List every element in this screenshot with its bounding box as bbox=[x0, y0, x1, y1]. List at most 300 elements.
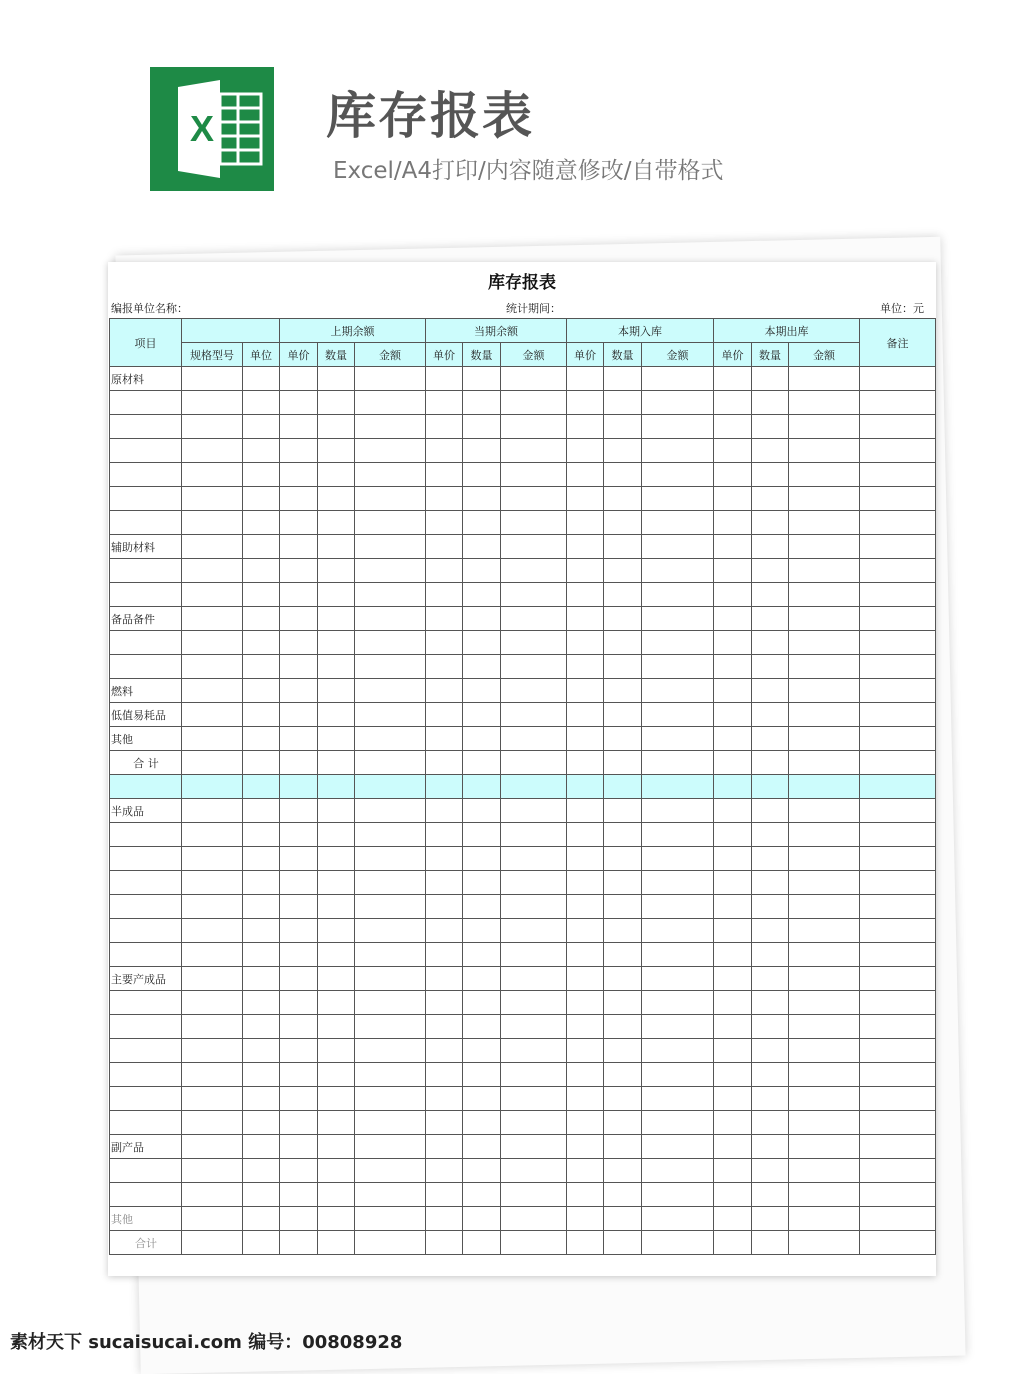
table-cell[interactable] bbox=[501, 943, 567, 967]
table-cell[interactable] bbox=[752, 655, 789, 679]
table-cell[interactable] bbox=[752, 1159, 789, 1183]
table-cell[interactable] bbox=[355, 679, 426, 703]
table-cell[interactable] bbox=[567, 439, 604, 463]
table-cell[interactable] bbox=[426, 847, 463, 871]
table-cell[interactable] bbox=[280, 463, 318, 487]
table-cell[interactable] bbox=[752, 1135, 789, 1159]
table-cell[interactable] bbox=[280, 1135, 318, 1159]
table-cell[interactable] bbox=[860, 1231, 936, 1255]
table-cell[interactable] bbox=[604, 1231, 642, 1255]
table-cell[interactable] bbox=[789, 1039, 860, 1063]
table-cell[interactable] bbox=[243, 991, 280, 1015]
table-cell[interactable] bbox=[604, 799, 642, 823]
table-cell[interactable] bbox=[714, 751, 752, 775]
table-cell[interactable] bbox=[789, 775, 860, 799]
table-cell[interactable] bbox=[714, 1015, 752, 1039]
table-cell[interactable] bbox=[243, 463, 280, 487]
table-cell[interactable] bbox=[501, 1111, 567, 1135]
table-cell[interactable] bbox=[860, 751, 936, 775]
table-cell[interactable] bbox=[355, 1087, 426, 1111]
table-cell[interactable] bbox=[714, 1087, 752, 1111]
table-cell[interactable] bbox=[182, 1135, 243, 1159]
table-cell[interactable] bbox=[642, 991, 714, 1015]
table-cell[interactable] bbox=[280, 415, 318, 439]
table-cell[interactable] bbox=[426, 1183, 463, 1207]
table-cell[interactable] bbox=[752, 1231, 789, 1255]
table-cell[interactable] bbox=[642, 1135, 714, 1159]
table-cell[interactable] bbox=[789, 967, 860, 991]
table-cell[interactable] bbox=[860, 679, 936, 703]
table-cell[interactable] bbox=[860, 559, 936, 583]
table-cell[interactable] bbox=[752, 751, 789, 775]
table-cell[interactable] bbox=[567, 991, 604, 1015]
table-cell[interactable] bbox=[182, 1183, 243, 1207]
table-cell[interactable] bbox=[567, 679, 604, 703]
table-cell[interactable] bbox=[642, 1063, 714, 1087]
table-cell[interactable] bbox=[318, 487, 355, 511]
table-cell[interactable] bbox=[182, 751, 243, 775]
table-cell[interactable] bbox=[355, 967, 426, 991]
table-cell[interactable] bbox=[243, 847, 280, 871]
table-cell[interactable] bbox=[355, 871, 426, 895]
table-cell[interactable] bbox=[752, 775, 789, 799]
table-cell[interactable] bbox=[280, 655, 318, 679]
table-cell[interactable] bbox=[752, 943, 789, 967]
table-cell[interactable] bbox=[714, 439, 752, 463]
table-cell[interactable] bbox=[501, 847, 567, 871]
table-cell[interactable] bbox=[355, 919, 426, 943]
table-cell[interactable] bbox=[182, 919, 243, 943]
table-cell[interactable] bbox=[243, 823, 280, 847]
table-cell[interactable] bbox=[243, 751, 280, 775]
table-cell[interactable] bbox=[243, 415, 280, 439]
table-cell[interactable] bbox=[280, 583, 318, 607]
table-cell[interactable] bbox=[714, 607, 752, 631]
table-cell[interactable] bbox=[752, 1087, 789, 1111]
table-cell[interactable] bbox=[243, 919, 280, 943]
table-cell[interactable] bbox=[860, 703, 936, 727]
table-cell[interactable] bbox=[501, 1015, 567, 1039]
table-cell[interactable] bbox=[355, 1207, 426, 1231]
table-cell[interactable] bbox=[426, 871, 463, 895]
table-cell[interactable] bbox=[789, 415, 860, 439]
table-cell[interactable] bbox=[604, 1183, 642, 1207]
table-cell[interactable] bbox=[860, 991, 936, 1015]
table-cell[interactable] bbox=[426, 679, 463, 703]
table-cell[interactable] bbox=[714, 463, 752, 487]
table-cell[interactable] bbox=[501, 1231, 567, 1255]
table-cell[interactable] bbox=[463, 1159, 501, 1183]
table-cell[interactable] bbox=[714, 1207, 752, 1231]
table-cell[interactable] bbox=[182, 727, 243, 751]
table-cell[interactable] bbox=[642, 727, 714, 751]
table-cell[interactable] bbox=[463, 559, 501, 583]
table-cell[interactable] bbox=[501, 775, 567, 799]
table-cell[interactable] bbox=[642, 583, 714, 607]
table-cell[interactable] bbox=[280, 967, 318, 991]
table-cell[interactable] bbox=[426, 703, 463, 727]
table-cell[interactable] bbox=[182, 895, 243, 919]
table-cell[interactable] bbox=[567, 487, 604, 511]
table-cell[interactable] bbox=[714, 991, 752, 1015]
table-cell[interactable] bbox=[604, 871, 642, 895]
table-cell[interactable] bbox=[318, 367, 355, 391]
table-cell[interactable] bbox=[355, 1231, 426, 1255]
table-cell[interactable] bbox=[243, 1135, 280, 1159]
table-cell[interactable] bbox=[426, 895, 463, 919]
table-cell[interactable] bbox=[355, 583, 426, 607]
table-cell[interactable] bbox=[501, 439, 567, 463]
table-cell[interactable] bbox=[860, 439, 936, 463]
table-cell[interactable] bbox=[860, 919, 936, 943]
table-cell[interactable] bbox=[604, 487, 642, 511]
table-cell[interactable] bbox=[463, 871, 501, 895]
table-cell[interactable] bbox=[567, 727, 604, 751]
table-cell[interactable] bbox=[355, 943, 426, 967]
table-cell[interactable] bbox=[860, 943, 936, 967]
table-cell[interactable] bbox=[426, 487, 463, 511]
table-cell[interactable] bbox=[642, 1183, 714, 1207]
table-cell[interactable] bbox=[714, 535, 752, 559]
table-cell[interactable] bbox=[280, 1063, 318, 1087]
table-cell[interactable] bbox=[567, 775, 604, 799]
table-cell[interactable] bbox=[463, 1231, 501, 1255]
table-cell[interactable] bbox=[714, 583, 752, 607]
table-cell[interactable] bbox=[426, 1039, 463, 1063]
table-cell[interactable] bbox=[789, 703, 860, 727]
table-cell[interactable] bbox=[860, 391, 936, 415]
table-cell[interactable] bbox=[463, 463, 501, 487]
table-cell[interactable] bbox=[604, 895, 642, 919]
table-cell[interactable] bbox=[604, 1111, 642, 1135]
table-cell[interactable] bbox=[243, 1063, 280, 1087]
table-cell[interactable] bbox=[280, 775, 318, 799]
table-cell[interactable] bbox=[463, 631, 501, 655]
table-cell[interactable] bbox=[642, 655, 714, 679]
table-cell[interactable] bbox=[280, 535, 318, 559]
table-cell[interactable] bbox=[243, 871, 280, 895]
table-cell[interactable] bbox=[752, 799, 789, 823]
table-cell[interactable] bbox=[280, 631, 318, 655]
table-cell[interactable] bbox=[752, 703, 789, 727]
table-cell[interactable] bbox=[426, 655, 463, 679]
table-cell[interactable] bbox=[182, 1207, 243, 1231]
table-cell[interactable] bbox=[463, 919, 501, 943]
table-cell[interactable] bbox=[182, 703, 243, 727]
table-cell[interactable] bbox=[426, 559, 463, 583]
table-cell[interactable] bbox=[860, 607, 936, 631]
table-cell[interactable] bbox=[860, 1015, 936, 1039]
table-cell[interactable] bbox=[182, 1231, 243, 1255]
table-cell[interactable] bbox=[567, 415, 604, 439]
table-cell[interactable] bbox=[182, 559, 243, 583]
table-cell[interactable] bbox=[567, 895, 604, 919]
table-cell[interactable] bbox=[463, 583, 501, 607]
table-cell[interactable] bbox=[642, 703, 714, 727]
table-cell[interactable] bbox=[426, 1111, 463, 1135]
table-cell[interactable] bbox=[501, 655, 567, 679]
table-cell[interactable] bbox=[318, 847, 355, 871]
table-cell[interactable] bbox=[604, 463, 642, 487]
table-cell[interactable] bbox=[355, 559, 426, 583]
table-cell[interactable] bbox=[642, 415, 714, 439]
table-cell[interactable] bbox=[567, 967, 604, 991]
table-cell[interactable] bbox=[789, 895, 860, 919]
table-cell[interactable] bbox=[318, 943, 355, 967]
table-cell[interactable] bbox=[318, 1183, 355, 1207]
table-cell[interactable] bbox=[463, 511, 501, 535]
table-cell[interactable] bbox=[604, 1087, 642, 1111]
table-cell[interactable] bbox=[789, 559, 860, 583]
table-cell[interactable] bbox=[463, 943, 501, 967]
table-cell[interactable] bbox=[463, 799, 501, 823]
table-cell[interactable] bbox=[642, 1159, 714, 1183]
table-cell[interactable] bbox=[752, 991, 789, 1015]
table-cell[interactable] bbox=[318, 919, 355, 943]
table-cell[interactable] bbox=[182, 799, 243, 823]
table-cell[interactable] bbox=[604, 1159, 642, 1183]
table-cell[interactable] bbox=[567, 535, 604, 559]
table-cell[interactable] bbox=[426, 511, 463, 535]
table-cell[interactable] bbox=[318, 559, 355, 583]
table-cell[interactable] bbox=[243, 799, 280, 823]
table-cell[interactable] bbox=[463, 607, 501, 631]
table-cell[interactable] bbox=[642, 1231, 714, 1255]
table-cell[interactable] bbox=[243, 1039, 280, 1063]
table-cell[interactable] bbox=[243, 487, 280, 511]
table-cell[interactable] bbox=[355, 895, 426, 919]
table-cell[interactable] bbox=[318, 631, 355, 655]
table-cell[interactable] bbox=[318, 583, 355, 607]
table-cell[interactable] bbox=[714, 1231, 752, 1255]
table-cell[interactable] bbox=[182, 847, 243, 871]
table-cell[interactable] bbox=[860, 1183, 936, 1207]
table-cell[interactable] bbox=[243, 583, 280, 607]
table-cell[interactable] bbox=[355, 703, 426, 727]
table-cell[interactable] bbox=[426, 727, 463, 751]
table-cell[interactable] bbox=[604, 775, 642, 799]
table-cell[interactable] bbox=[860, 463, 936, 487]
table-cell[interactable] bbox=[426, 607, 463, 631]
table-cell[interactable] bbox=[752, 967, 789, 991]
table-cell[interactable] bbox=[463, 1207, 501, 1231]
table-cell[interactable] bbox=[355, 1063, 426, 1087]
table-cell[interactable] bbox=[355, 847, 426, 871]
table-cell[interactable] bbox=[567, 391, 604, 415]
table-cell[interactable] bbox=[243, 391, 280, 415]
table-cell[interactable] bbox=[318, 1087, 355, 1111]
table-cell[interactable] bbox=[243, 943, 280, 967]
table-cell[interactable] bbox=[280, 1015, 318, 1039]
table-cell[interactable] bbox=[789, 751, 860, 775]
table-cell[interactable] bbox=[604, 511, 642, 535]
table-cell[interactable] bbox=[752, 1063, 789, 1087]
table-cell[interactable] bbox=[280, 607, 318, 631]
table-cell[interactable] bbox=[355, 511, 426, 535]
table-cell[interactable] bbox=[182, 1015, 243, 1039]
table-cell[interactable] bbox=[463, 703, 501, 727]
table-cell[interactable] bbox=[280, 895, 318, 919]
table-cell[interactable] bbox=[318, 439, 355, 463]
table-cell[interactable] bbox=[280, 1087, 318, 1111]
table-cell[interactable] bbox=[501, 391, 567, 415]
table-cell[interactable] bbox=[182, 991, 243, 1015]
table-cell[interactable] bbox=[426, 967, 463, 991]
table-cell[interactable] bbox=[789, 1015, 860, 1039]
table-cell[interactable] bbox=[789, 583, 860, 607]
table-cell[interactable] bbox=[642, 1207, 714, 1231]
table-cell[interactable] bbox=[501, 703, 567, 727]
table-cell[interactable] bbox=[182, 943, 243, 967]
table-cell[interactable] bbox=[243, 511, 280, 535]
table-cell[interactable] bbox=[860, 967, 936, 991]
table-cell[interactable] bbox=[752, 367, 789, 391]
table-cell[interactable] bbox=[567, 1111, 604, 1135]
table-cell[interactable] bbox=[463, 439, 501, 463]
table-cell[interactable] bbox=[714, 487, 752, 511]
table-cell[interactable] bbox=[604, 823, 642, 847]
table-cell[interactable] bbox=[789, 631, 860, 655]
table-cell[interactable] bbox=[182, 1111, 243, 1135]
table-cell[interactable] bbox=[789, 607, 860, 631]
table-cell[interactable] bbox=[280, 559, 318, 583]
table-cell[interactable] bbox=[355, 439, 426, 463]
table-cell[interactable] bbox=[501, 679, 567, 703]
table-cell[interactable] bbox=[463, 1063, 501, 1087]
table-cell[interactable] bbox=[789, 823, 860, 847]
table-cell[interactable] bbox=[318, 991, 355, 1015]
table-cell[interactable] bbox=[280, 703, 318, 727]
table-cell[interactable] bbox=[280, 1039, 318, 1063]
table-cell[interactable] bbox=[567, 559, 604, 583]
table-cell[interactable] bbox=[789, 1159, 860, 1183]
table-cell[interactable] bbox=[642, 1039, 714, 1063]
table-cell[interactable] bbox=[463, 1039, 501, 1063]
table-cell[interactable] bbox=[182, 367, 243, 391]
table-cell[interactable] bbox=[714, 775, 752, 799]
table-cell[interactable] bbox=[463, 847, 501, 871]
table-cell[interactable] bbox=[182, 1159, 243, 1183]
table-cell[interactable] bbox=[860, 895, 936, 919]
table-cell[interactable] bbox=[426, 751, 463, 775]
table-cell[interactable] bbox=[280, 1183, 318, 1207]
table-cell[interactable] bbox=[860, 847, 936, 871]
table-cell[interactable] bbox=[714, 799, 752, 823]
table-cell[interactable] bbox=[604, 391, 642, 415]
table-cell[interactable] bbox=[182, 463, 243, 487]
table-cell[interactable] bbox=[426, 799, 463, 823]
table-cell[interactable] bbox=[567, 823, 604, 847]
table-cell[interactable] bbox=[642, 439, 714, 463]
table-cell[interactable] bbox=[182, 1063, 243, 1087]
table-cell[interactable] bbox=[642, 391, 714, 415]
table-cell[interactable] bbox=[752, 439, 789, 463]
table-cell[interactable] bbox=[463, 895, 501, 919]
table-cell[interactable] bbox=[752, 463, 789, 487]
table-cell[interactable] bbox=[642, 1015, 714, 1039]
table-cell[interactable] bbox=[280, 751, 318, 775]
table-cell[interactable] bbox=[752, 607, 789, 631]
table-cell[interactable] bbox=[355, 487, 426, 511]
table-cell[interactable] bbox=[243, 559, 280, 583]
table-cell[interactable] bbox=[318, 823, 355, 847]
table-cell[interactable] bbox=[426, 1207, 463, 1231]
table-cell[interactable] bbox=[463, 1183, 501, 1207]
table-cell[interactable] bbox=[243, 1183, 280, 1207]
table-cell[interactable] bbox=[789, 943, 860, 967]
table-cell[interactable] bbox=[318, 703, 355, 727]
table-cell[interactable] bbox=[463, 655, 501, 679]
table-cell[interactable] bbox=[752, 1015, 789, 1039]
table-cell[interactable] bbox=[243, 1231, 280, 1255]
table-cell[interactable] bbox=[752, 895, 789, 919]
table-cell[interactable] bbox=[789, 367, 860, 391]
table-cell[interactable] bbox=[752, 415, 789, 439]
table-cell[interactable] bbox=[860, 367, 936, 391]
table-cell[interactable] bbox=[243, 679, 280, 703]
table-cell[interactable] bbox=[243, 1111, 280, 1135]
table-cell[interactable] bbox=[355, 775, 426, 799]
table-cell[interactable] bbox=[604, 919, 642, 943]
table-cell[interactable] bbox=[501, 967, 567, 991]
table-cell[interactable] bbox=[501, 1207, 567, 1231]
table-cell[interactable] bbox=[604, 991, 642, 1015]
table-cell[interactable] bbox=[714, 631, 752, 655]
table-cell[interactable] bbox=[355, 1015, 426, 1039]
table-cell[interactable] bbox=[789, 1135, 860, 1159]
table-cell[interactable] bbox=[182, 535, 243, 559]
table-cell[interactable] bbox=[604, 847, 642, 871]
table-cell[interactable] bbox=[426, 1015, 463, 1039]
table-cell[interactable] bbox=[789, 1087, 860, 1111]
table-cell[interactable] bbox=[604, 751, 642, 775]
table-cell[interactable] bbox=[243, 727, 280, 751]
table-cell[interactable] bbox=[426, 631, 463, 655]
table-cell[interactable] bbox=[280, 487, 318, 511]
table-cell[interactable] bbox=[463, 991, 501, 1015]
table-cell[interactable] bbox=[714, 943, 752, 967]
table-cell[interactable] bbox=[752, 847, 789, 871]
table-cell[interactable] bbox=[604, 1135, 642, 1159]
table-cell[interactable] bbox=[318, 1039, 355, 1063]
table-cell[interactable] bbox=[318, 1135, 355, 1159]
table-cell[interactable] bbox=[318, 463, 355, 487]
table-cell[interactable] bbox=[642, 751, 714, 775]
table-cell[interactable] bbox=[714, 511, 752, 535]
table-cell[interactable] bbox=[463, 727, 501, 751]
table-cell[interactable] bbox=[243, 535, 280, 559]
table-cell[interactable] bbox=[567, 871, 604, 895]
table-cell[interactable] bbox=[789, 511, 860, 535]
table-cell[interactable] bbox=[355, 535, 426, 559]
table-cell[interactable] bbox=[714, 1159, 752, 1183]
table-cell[interactable] bbox=[789, 679, 860, 703]
table-cell[interactable] bbox=[501, 1135, 567, 1159]
table-cell[interactable] bbox=[426, 415, 463, 439]
table-cell[interactable] bbox=[714, 1039, 752, 1063]
table-cell[interactable] bbox=[280, 679, 318, 703]
table-cell[interactable] bbox=[714, 1063, 752, 1087]
table-cell[interactable] bbox=[355, 1111, 426, 1135]
table-cell[interactable] bbox=[426, 463, 463, 487]
table-cell[interactable] bbox=[280, 1231, 318, 1255]
table-cell[interactable] bbox=[501, 1039, 567, 1063]
table-cell[interactable] bbox=[280, 391, 318, 415]
table-cell[interactable] bbox=[752, 511, 789, 535]
table-cell[interactable] bbox=[860, 511, 936, 535]
table-cell[interactable] bbox=[182, 583, 243, 607]
table-cell[interactable] bbox=[463, 1015, 501, 1039]
